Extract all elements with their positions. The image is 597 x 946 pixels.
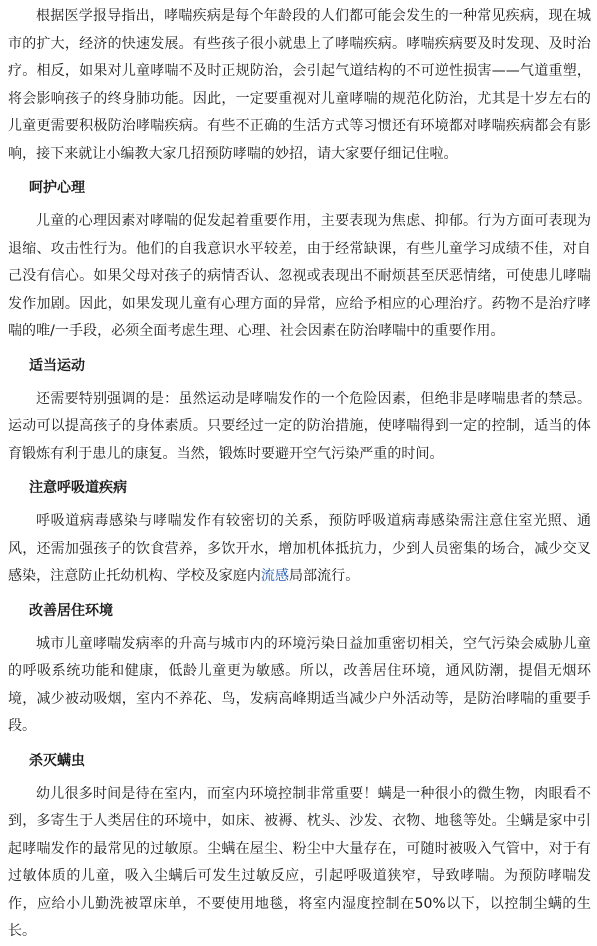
section-body-environment: 城市儿童哮喘发病率的升高与城市内的环境污染日益加重密切相关，空气污染会威胁儿童的呼吸系统功能和健康，低龄儿童更为敏感。所以，改善居住环境，通风防潮，提倡无烟环境，减少被动吸烟，室内不养花、鸟，发病高峰期适当减少户外活动等，是防治哮喘的重要手段。 bbox=[8, 635, 591, 734]
section-heading-environment: 改善居住环境 bbox=[29, 602, 113, 619]
section-heading-psychology: 呵护心理 bbox=[29, 180, 85, 196]
intro-paragraph: 根据医学报导指出，哮喘疾病是每个年龄段的人们都可能会发生的一种常见疾病，现在城市的扩大，经济的快速发展。有些孩子很小就患上了哮喘疾病。哮喘疾病要及时发现、及时治疗。相反，如果对儿童哮喘不及时正规防治，会引起气道结构的不可逆性损害——气道重塑，将会影响孩子的终身肺功能。因此，一定要重视对儿童哮喘的规范化防治，尤其是十岁左右的儿童更需要积极防治哮喘疾病。有些不正确的生活方式等习惯还有环境都对哮喘疾病都会有影响，接下来就让小编教大家几招预防哮喘的妙招，请大家要仔细记住啦。 bbox=[8, 8, 591, 162]
section-heading-exercise: 适当运动 bbox=[29, 357, 85, 374]
influenza-link[interactable]: 流感 bbox=[260, 568, 290, 584]
section-body-psychology: 儿童的心理因素对哮喘的促发起着重要作用，主要表现为焦虑、抑郁。行为方面可表现为退缩、攻击性行为。他们的自我意识水平较差，由于经常缺课，有些儿童学习成绩不佳，对自己没有信心。如果父母对孩子的病情否认、忽视或表现出不耐烦甚至厌恶情绪，可使患儿哮喘发作加剧。因此，如果发现儿童有心理方面的异常，应给予相应的心理治疗。药物不是治疗哮喘的唯/一手段，必须全面考虑生理、心理、社会因素在防治哮喘中的重要作用。 bbox=[8, 213, 591, 339]
section-body-mites: 幼儿很多时间是待在室内，而室内环境控制非常重要！螨是一种很小的微生物，肉眼看不到，多寄生于人类居住的环境中，如床、被褥、枕头、沙发、衣物、地毯等处。尘螨是家中引起哮喘发作的最常见的过敏原。尘螨在屋尘、粉尘中大量存在，可随时被吸入气管中，对于有过敏体质的儿童，吸入尘螨后可发生过敏反应，引起呼吸道狭窄，导致哮喘。为预防哮喘发作，应给小儿勤洗被罩床单，不要使用地毯，将室内湿度控制在50%以下，以控制尘螨的生长。 bbox=[8, 785, 591, 939]
section-heading-respiratory: 注意呼吸道疾病 bbox=[29, 480, 127, 496]
respiratory-text-after-link: 局部流行。 bbox=[289, 568, 360, 584]
respiratory-text-before-link: 呼吸道病毒感染与哮喘发作有较密切的关系，预防呼吸道病毒感染需注意住室光照、通风，还需加强孩子的饮食营养，多饮开水，增加机体抵抗力，少到人员密集的场合，减少交叉感染，注意防止托幼机构、学校及家庭内 bbox=[8, 513, 591, 584]
section-heading-mites: 杀灭螨虫 bbox=[29, 752, 85, 769]
section-body-respiratory bbox=[8, 508, 591, 591]
section-body-exercise: 还需要特别强调的是：虽然运动是哮喘发作的一个危险因素，但绝非是哮喘患者的禁忌。运动可以提高孩子的身体素质。只要经过一定的防治措施，使哮喘得到一定的控制，适当的体育锻炼有利于患儿的康复。当然，锻炼时要避开空气污染严重的时间。 bbox=[8, 390, 591, 462]
